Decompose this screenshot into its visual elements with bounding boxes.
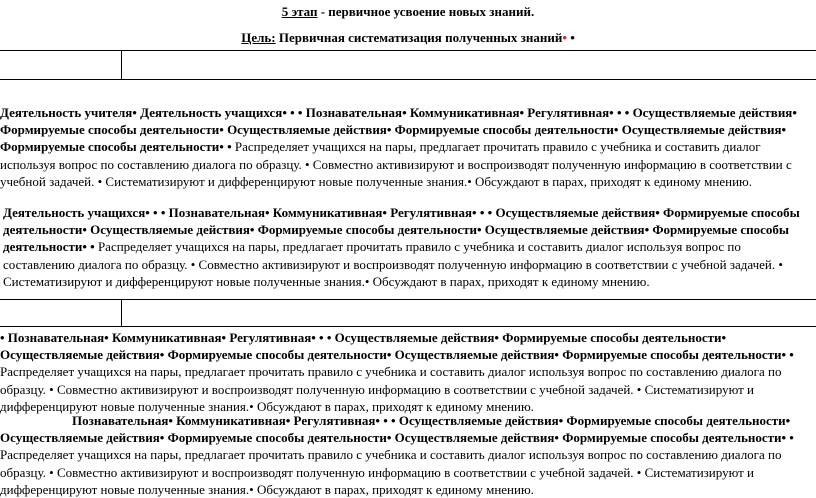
activity-block-cognitive [0,329,810,415]
block-bold-text: Познавательная• Коммуникативная• Регулятивная• • • Осуществляемые действия• Формируемые способы деятельности• Осуществляемые действия• Формируемые способы деятельности• Осуществляемые действия• Формируемые способы деятельности• • [0,413,794,446]
table-column-divider [121,50,122,79]
table-column-divider [121,299,122,326]
stage-title: - первичное усвоение новых знаний. [317,4,535,19]
goal-label: Цель: [241,30,276,45]
activity-block-teacher [0,104,810,190]
block-bold-text: Деятельность учащихся• • • Познавательная• Коммуникативная• Регулятивная• • • Осуществляемые действия• Формируемые способы деятельности• Осуществляемые действия• Формируемые способы деятельности• Осуществляемые действия• Формируемые способы деятельности• • [3,205,800,255]
block-normal-text: Распределяет учащихся на пары, предлагает прочитать правило с учебника и составить диалог используя вопрос по составлению диалога по образцу. • Совместно активизируют и воспроизводят полученную информацию в соответствии с учебной задачей. • Систематизируют и дифференцируют новые полученные знания.• Обсуждают в парах, приходят к единому мнению. [0,139,792,189]
table-rule [0,299,816,300]
activity-block-students [3,204,813,290]
table-rule [0,79,816,80]
block-bold-text: Деятельность учителя• Деятельность учащихся• • • Познавательная• Коммуникативная• Регулятивная• • • Осуществляемые действия• Формируемые способы деятельности• Осуществляемые действия• Формируемые способы деятельности• Осуществляемые действия• Формируемые способы деятельности• • [0,105,797,155]
stage-label: 5 этап [281,4,318,19]
table-rule [0,326,816,327]
red-bullet: • [562,30,567,45]
block-normal-text: Распределяет учащихся на пары, предлагает прочитать правило с учебника и составить диалог используя вопрос по составлению диалога по образцу. • Совместно активизируют и воспроизводят полученную информацию в соответствии с учебной задачей. • Систематизируют и дифференцируют новые полученные знания.• Обсуждают в парах, приходят к единому мнению. [3,239,783,289]
table-rule-top [0,50,816,51]
activity-block-cognitive-2 [0,412,810,498]
black-bullet: • [566,30,575,45]
goal-text: Первичная систематизация полученных знаний [275,30,563,45]
block-bold-text: • Познавательная• Коммуникативная• Регулятивная• • • Осуществляемые действия• Формируемые способы деятельности• Осуществляемые действия• Формируемые способы деятельности• Осуществляемые действия• Формируемые способы деятельности• • [0,330,794,363]
goal-heading [0,30,816,46]
block-normal-text: Распределяет учащихся на пары, предлагает прочитать правило с учебника и составить диалог используя вопрос по составлению диалога по образцу. • Совместно активизируют и воспроизводят полученную информацию в соответствии с учебной задачей. • Систематизируют и дифференцируют новые полученные знания.• Обсуждают в парах, приходят к единому мнению. [0,447,782,497]
block-normal-text: Распределяет учащихся на пары, предлагает прочитать правило с учебника и составить диалог используя вопрос по составлению диалога по образцу. • Совместно активизируют и воспроизводят полученную информацию в соответствии с учебной задачей. • Систематизируют и дифференцируют новые полученные знания.• Обсуждают в парах, приходят к единому мнению. [0,364,782,414]
stage-heading [0,4,816,20]
